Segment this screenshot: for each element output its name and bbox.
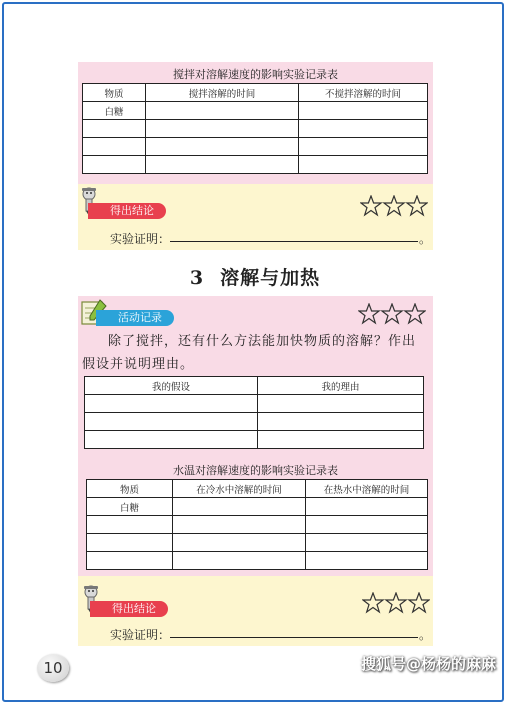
table2-title: 水温对溶解速度的影响实验记录表: [173, 464, 338, 477]
table2-cell[interactable]: [173, 516, 306, 534]
table1-cell[interactable]: [299, 102, 428, 120]
star-outline-icon[interactable]: [362, 592, 430, 614]
table2-cell[interactable]: [87, 534, 173, 552]
table2-cell[interactable]: [306, 552, 428, 570]
table1-cell[interactable]: [83, 156, 146, 174]
table1-cell[interactable]: [83, 120, 146, 138]
activity-tag: 活动记录: [96, 310, 174, 326]
star-outline-icon[interactable]: [360, 195, 428, 217]
table1-cell-sugar: 白糖: [83, 102, 146, 120]
watermark: 搜狐号@杨杨的麻麻: [360, 655, 496, 673]
table1-header-substance: 物质: [83, 84, 146, 102]
table1-cell[interactable]: [83, 138, 146, 156]
hyp-cell[interactable]: [85, 395, 258, 413]
hyp-cell[interactable]: [258, 413, 424, 431]
hyp-header-hypothesis: 我的假设: [85, 377, 258, 395]
table2-cell[interactable]: [87, 516, 173, 534]
table1-header-unstirred: 不搅拌溶解的时间: [299, 84, 428, 102]
table1-cell[interactable]: [299, 120, 428, 138]
table2-cell[interactable]: [306, 516, 428, 534]
table1-header-stirred: 搅拌溶解的时间: [146, 84, 299, 102]
hyp-cell[interactable]: [258, 431, 424, 449]
page-number: 10: [37, 654, 69, 682]
table2-header-cold: 在冷水中溶解的时间: [173, 480, 306, 498]
table1-cell[interactable]: [299, 156, 428, 174]
conclusion2-answer-line[interactable]: [170, 637, 418, 638]
star-outline-icon[interactable]: [358, 303, 426, 325]
table2-cell[interactable]: [173, 552, 306, 570]
section-heading: [0, 263, 510, 290]
table1-cell[interactable]: [146, 102, 299, 120]
table1-cell[interactable]: [299, 138, 428, 156]
table2-cell[interactable]: [306, 534, 428, 552]
table2-cell[interactable]: [173, 498, 306, 516]
table2-header-substance: 物质: [87, 480, 173, 498]
table1-title: 搅拌对溶解速度的影响实验记录表: [173, 68, 338, 81]
conclusion1-proof-label: 实验证明：: [110, 232, 171, 246]
table2-cell[interactable]: [87, 552, 173, 570]
table2-header-hot: 在热水中溶解的时间: [306, 480, 428, 498]
conclusion1-tag: 得出结论: [88, 203, 166, 219]
section-number: 3: [189, 267, 205, 289]
hyp-cell[interactable]: [258, 395, 424, 413]
conclusion1-answer-line[interactable]: [170, 241, 418, 242]
conclusion1-period: 。: [419, 232, 432, 246]
section-title: 溶解与加热: [220, 267, 321, 289]
hyp-header-reason: 我的理由: [258, 377, 424, 395]
hyp-cell[interactable]: [85, 431, 258, 449]
table2: [86, 479, 428, 570]
table1-cell[interactable]: [146, 156, 299, 174]
table2-cell-sugar: 白糖: [87, 498, 173, 516]
table1: [82, 83, 428, 174]
table1-cell[interactable]: [146, 138, 299, 156]
hyp-cell[interactable]: [85, 413, 258, 431]
table2-cell[interactable]: [173, 534, 306, 552]
table1-cell[interactable]: [146, 120, 299, 138]
conclusion2-period: 。: [419, 628, 432, 642]
hypothesis-table: [84, 376, 424, 449]
activity-question: 除了搅拌，还有什么方法能加快物质的溶解？作出假设并说明理由。: [82, 334, 417, 372]
conclusion2-proof-label: 实验证明：: [110, 628, 171, 642]
conclusion2-tag: 得出结论: [90, 601, 168, 617]
table2-cell[interactable]: [306, 498, 428, 516]
